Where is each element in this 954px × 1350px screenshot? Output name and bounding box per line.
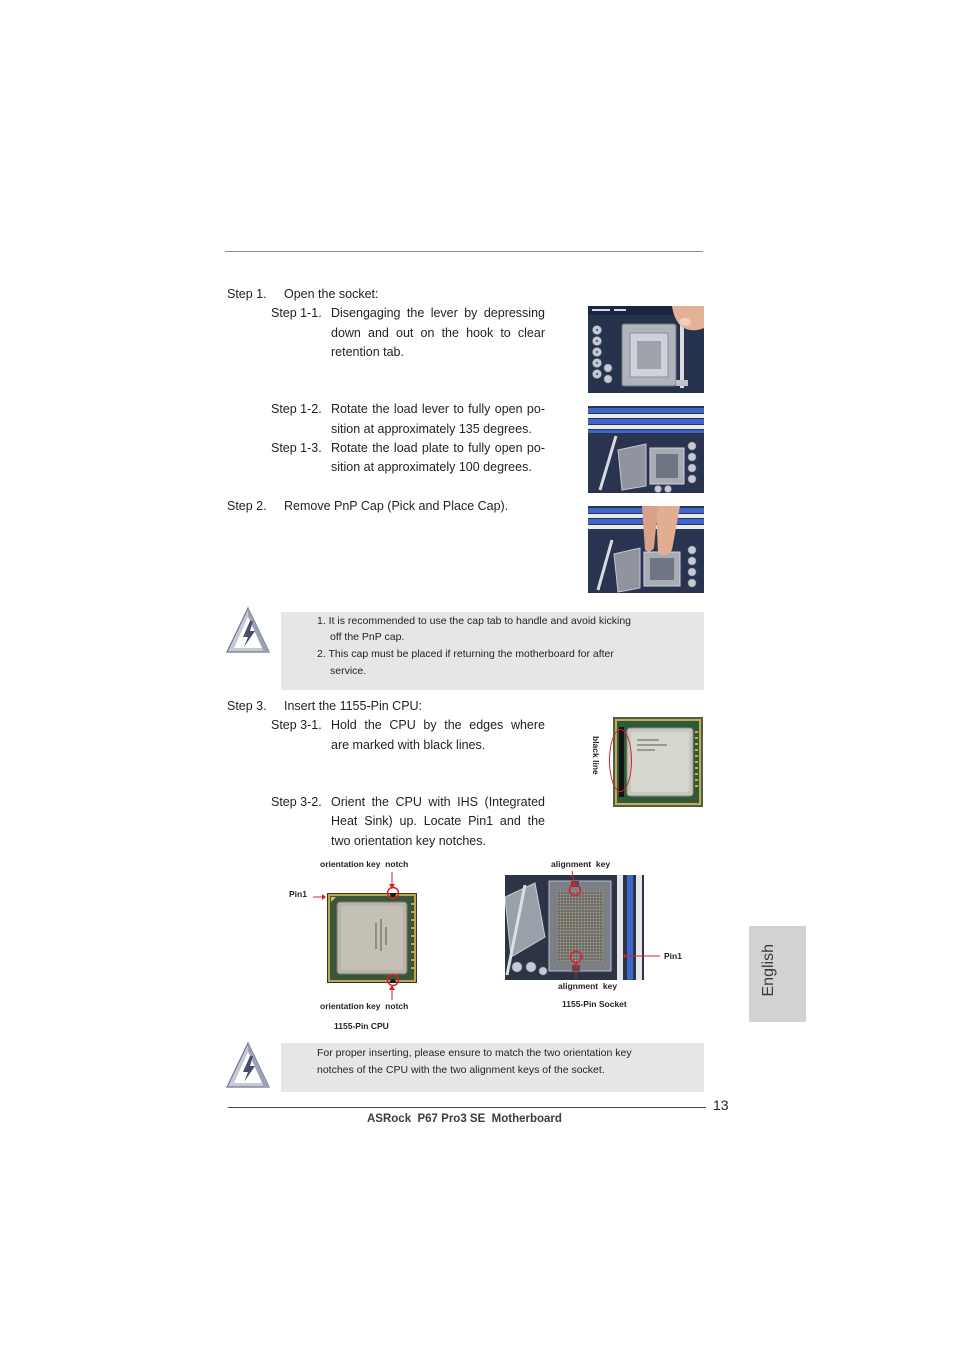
note-line: off the PnP cap. [330, 631, 405, 643]
socket-key-bottom-label: alignment key [558, 981, 618, 991]
step1-2-label: Step 1-2. [271, 402, 322, 416]
step1-1-line: Disengaging the lever by depressing [331, 306, 545, 320]
black-line-label: black line [591, 736, 601, 775]
step2-text: Remove PnP Cap (Pick and Place Cap). [284, 499, 509, 513]
black-line-marker [609, 729, 632, 792]
step3-label: Step 3. [227, 699, 267, 713]
note-line: 2. This cap must be placed if returning the motherboard for after [317, 648, 614, 660]
step1-2-line: sition at approximately 135 degrees. [331, 422, 532, 436]
cpu-pin1-label: Pin1 [289, 889, 307, 899]
socket-pin1-label: Pin1 [664, 951, 682, 961]
language-side-tab-label: English [760, 944, 777, 997]
diagram-socket-image [505, 875, 644, 980]
cpu-notch-bottom-arrow [389, 985, 395, 1000]
step1-1-line: down and out on the hook to clear [331, 326, 545, 340]
step3-1-line: Hold the CPU by the edges where [331, 718, 545, 732]
cpu-pin1-arrow [313, 894, 326, 900]
step1-1-label: Step 1-1. [271, 306, 322, 320]
step1-text: Open the socket: [284, 287, 379, 301]
note-line: service. [330, 665, 367, 677]
step1-1-line: retention tab. [331, 345, 404, 359]
step1-label: Step 1. [227, 287, 267, 301]
cpu-notch-top-arrow [389, 872, 395, 889]
note-line: For proper inserting, please ensure to match the two orientation key [317, 1047, 632, 1059]
step1-2-line: Rotate the load lever to fully open po- [331, 402, 545, 416]
step3-2-line: two orientation key notches. [331, 834, 486, 848]
cpu-notch-top-label: orientation key notch [320, 859, 409, 869]
step3-1-line: are marked with black lines. [331, 738, 486, 752]
warning-triangle-icon [225, 606, 271, 656]
step2-label: Step 2. [227, 499, 267, 513]
step1-3-label: Step 1-3. [271, 441, 322, 455]
step3-2-line: Heat Sink) up. Locate Pin1 and the [331, 814, 545, 828]
page-number: 13 [713, 1097, 729, 1113]
note-line: notches of the CPU with the two alignment keys of the socket. [317, 1064, 605, 1076]
footer-rule [228, 1107, 706, 1108]
step1-3-line: sition at approximately 100 degrees. [331, 460, 532, 474]
socket-caption: 1155-Pin Socket [562, 999, 627, 1009]
photo-remove-pnp-cap [588, 506, 704, 593]
cpu-caption: 1155-Pin CPU [334, 1021, 389, 1031]
step3-text: Insert the 1155-Pin CPU: [284, 699, 423, 713]
note-line: 1. It is recommended to use the cap tab to handle and avoid kicking [317, 615, 632, 627]
cpu-notch-bottom-label: orientation key notch [320, 1001, 409, 1011]
photo-load-plate-open [588, 406, 704, 493]
step3-2-label: Step 3-2. [271, 795, 322, 809]
socket-key-top-label: alignment key [551, 859, 611, 869]
step3-1-label: Step 3-1. [271, 718, 322, 732]
diagram-cpu-image [327, 893, 417, 983]
step3-2-line: Orient the CPU with IHS (Integrated [331, 795, 545, 809]
photo-disengage-lever [588, 306, 704, 393]
step1-3-line: Rotate the load plate to fully open po- [331, 441, 545, 455]
footer-title: ASRock P67 Pro3 SE Motherboard [367, 1113, 562, 1125]
warning-triangle-icon [225, 1041, 271, 1091]
header-rule [225, 251, 703, 252]
